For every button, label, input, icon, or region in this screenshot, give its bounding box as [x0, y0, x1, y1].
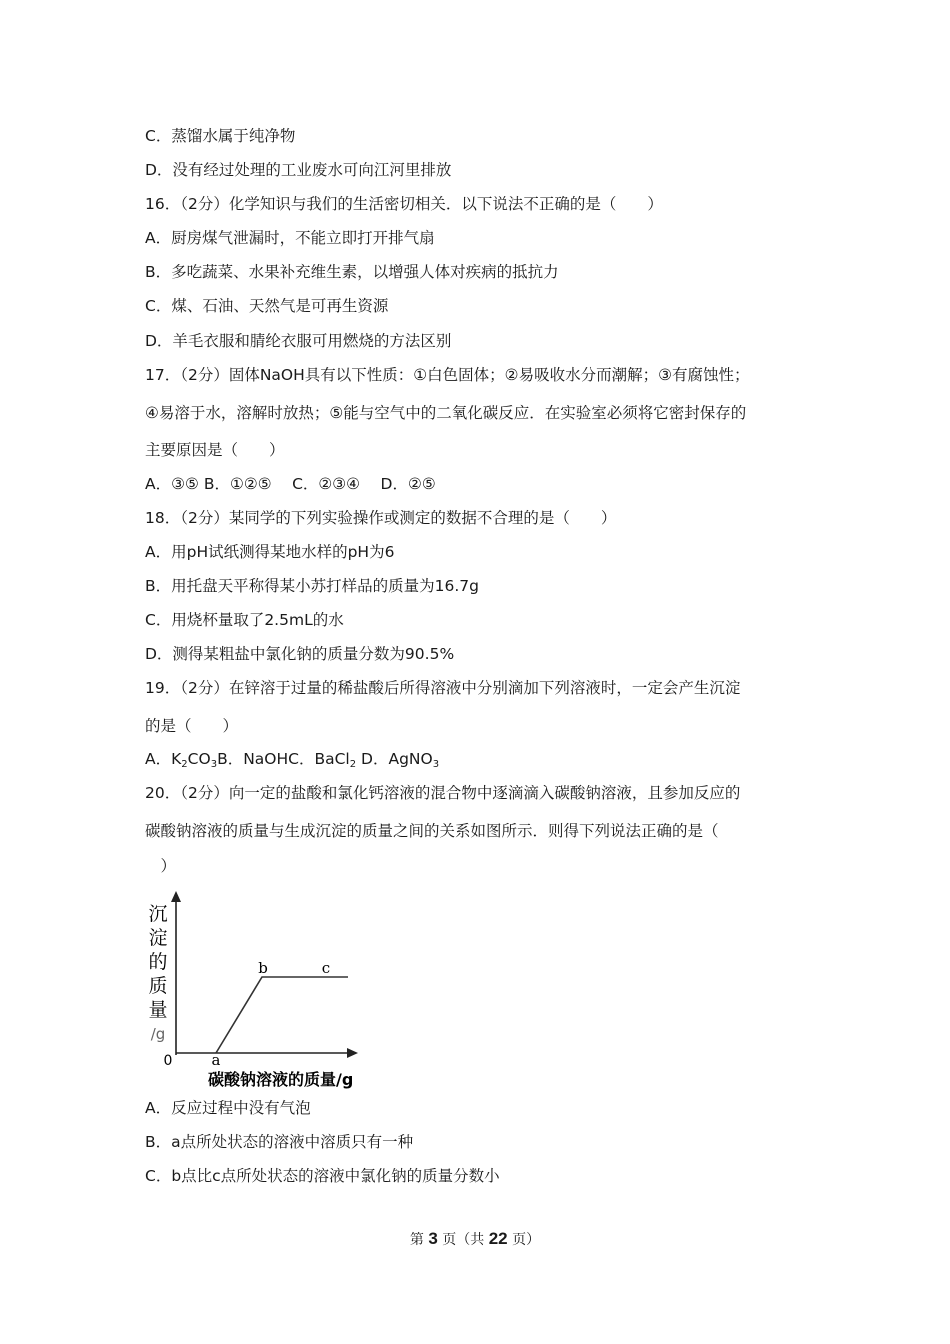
- point-c-label: c: [321, 959, 331, 977]
- x-axis-label: 碳酸钠溶液的质量/g: [208, 1070, 354, 1089]
- footer-post: 页）: [507, 1232, 541, 1248]
- page-footer: [0, 1229, 950, 1249]
- option-d-15: D．没有经过处理的工业废水可向江河里排放: [145, 161, 452, 179]
- question-19-line-2: 的是（ ）: [145, 717, 239, 735]
- question-17-line-1: 17．（2分）固体NaOH具有以下性质：①白色固体；②易吸收水分而潮解；③有腐蚀性；: [145, 366, 750, 384]
- footer-pre: 第: [409, 1232, 429, 1248]
- y-label-1: 沉: [148, 903, 168, 925]
- point-b-label: b: [258, 959, 268, 977]
- options-19: [145, 749, 439, 775]
- opt19-a-mid: CO: [187, 750, 211, 768]
- y-label-2: 淀: [148, 927, 168, 949]
- opt19-a-sub2: 3: [210, 759, 218, 770]
- y-label-3: 的: [148, 951, 168, 973]
- footer-total-pages: 22: [488, 1229, 508, 1248]
- question-18: 18．（2分）某同学的下列实验操作或测定的数据不合理的是（ ）: [145, 509, 617, 527]
- footer-page-number: 3: [428, 1229, 438, 1248]
- question-17-line-2: ④易溶于水，溶解时放热；⑤能与空气中的二氧化碳反应．在实验室必须将它密封保存的: [145, 404, 747, 422]
- option-b-16: B．多吃蔬菜、水果补充维生素，以增强人体对疾病的抵抗力: [145, 263, 559, 281]
- option-a-18: A．用pH试纸测得某地水样的pH为6: [145, 543, 395, 561]
- question-20-line-1: 20．（2分）向一定的盐酸和氯化钙溶液的混合物中逐滴滴入碳酸钠溶液，且参加反应的: [145, 784, 741, 802]
- y-label-unit: /g: [150, 1025, 166, 1043]
- option-d-16: D．羊毛衣服和腈纶衣服可用燃烧的方法区别: [145, 332, 452, 350]
- precipitate-graph: [140, 885, 370, 1090]
- opt19-d-sub: 3: [432, 759, 440, 770]
- point-a-label: a: [211, 1051, 221, 1069]
- question-19-line-1: 19．（2分）在锌溶于过量的稀盐酸后所得溶液中分别滴加下列溶液时，一定会产生沉淀: [145, 679, 741, 697]
- y-label-5: 量: [148, 999, 168, 1021]
- opt19-a: A．K: [145, 750, 182, 768]
- opt19-a-sub1: 2: [181, 759, 188, 770]
- option-a-20: A．反应过程中没有气泡: [145, 1099, 311, 1117]
- question-20-line-3: ）: [145, 857, 177, 875]
- opt19-c-sub: 2: [349, 759, 357, 770]
- option-c-20: C．b点比c点所处状态的溶液中氯化钠的质量分数小: [145, 1167, 500, 1185]
- question-16: 16．（2分）化学知识与我们的生活密切相关．以下说法不正确的是（ ）: [145, 195, 663, 213]
- option-b-18: B．用托盘天平称得某小苏打样品的质量为16.7g: [145, 577, 479, 595]
- option-d-18: D．测得某粗盐中氯化钠的质量分数为90.5%: [145, 645, 455, 663]
- option-a-16: A．厨房煤气泄漏时，不能立即打开排气扇: [145, 229, 435, 247]
- graph-line: [216, 977, 348, 1053]
- option-c-18: C．用烧杯量取了2.5mL的水: [145, 611, 344, 629]
- y-axis-arrow: [171, 891, 181, 902]
- opt19-d: D．AgNO: [356, 750, 433, 768]
- question-17-line-3: 主要原因是（ ）: [145, 441, 285, 459]
- opt19-bc: B．NaOHC．BaCl: [217, 750, 350, 768]
- option-b-20: B．a点所处状态的溶液中溶质只有一种: [145, 1133, 414, 1151]
- option-c-15: C．蒸馏水属于纯净物: [145, 127, 296, 145]
- option-c-16: C．煤、石油、天然气是可再生资源: [145, 297, 389, 315]
- origin-label: 0: [163, 1053, 173, 1069]
- question-20-line-2: 碳酸钠溶液的质量与生成沉淀的质量之间的关系如图所示．则得下列说法正确的是（: [145, 822, 719, 840]
- footer-mid: 页（共: [437, 1232, 489, 1248]
- options-17: A．③⑤ B．①②⑤ C．②③④ D．②⑤: [145, 475, 436, 493]
- y-label-4: 质: [148, 975, 168, 997]
- x-axis-arrow: [347, 1048, 358, 1058]
